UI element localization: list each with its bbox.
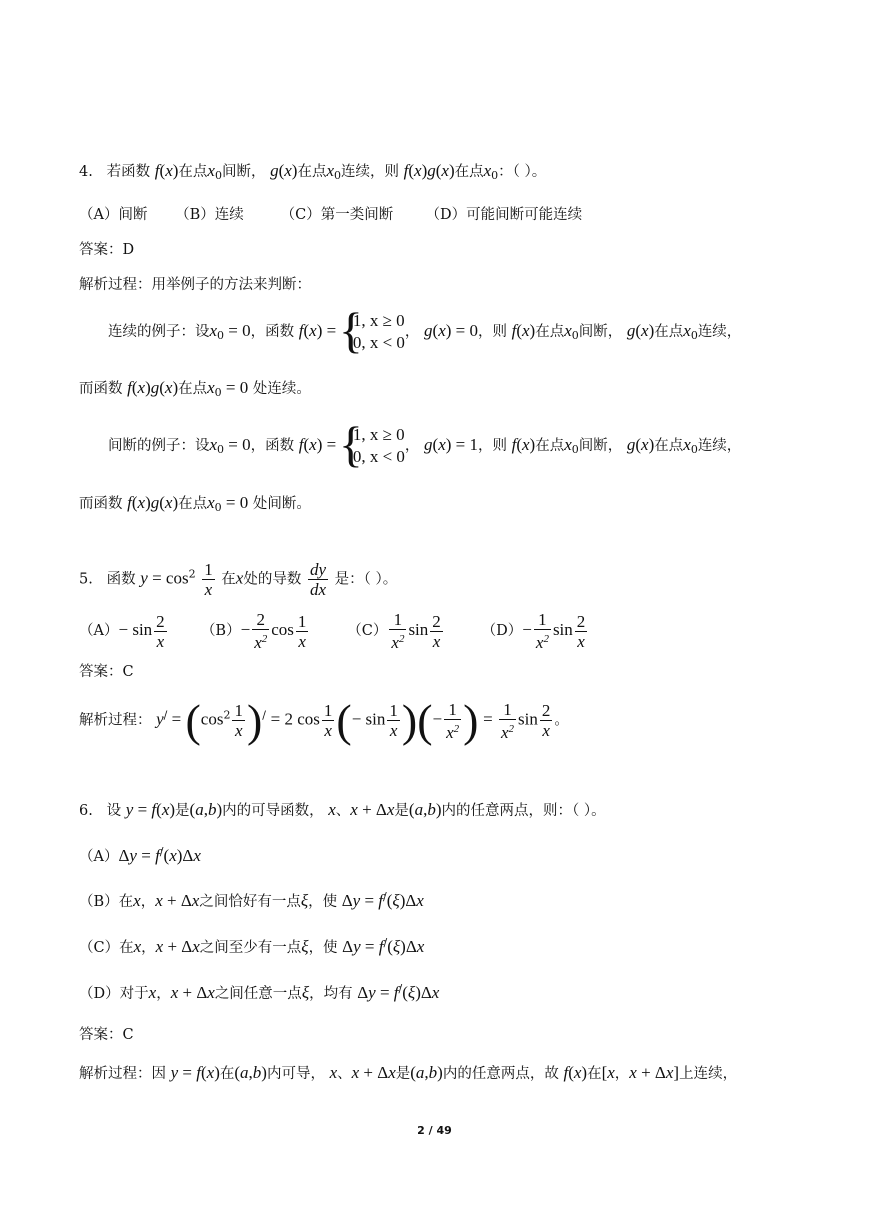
q5-option-c: （C） $\frac{1}{x^2}$ sin $\frac{2}{x}$ bbox=[347, 610, 441, 652]
q6-analysis: 解析过程：因 y = f(x)在(a,b)内可导， x、x + Δx是(a,b)内的任意两点，故 f(x)在[x，x + Δx]上连续， bbox=[79, 1063, 738, 1082]
q5-option-a: （A）− sin $\frac{2}{x}$ bbox=[79, 611, 165, 651]
q5-stem: 5. 函数 $y = \cos^2$ $\frac{1}{x}$ 在x处的导数 $\frac{dy}{dx}$ 是：（ ）。 bbox=[79, 560, 398, 599]
q4-example-continuous: 连续的例子：设$x_0 = 0$，函数 f(x) = { 1, x ≥ 0 0, x < 0 ， g(x) = 0，则 f(x)在点$x_0$间断， g(x)在点$x_0$连续， bbox=[108, 310, 741, 354]
q5-options bbox=[79, 610, 589, 652]
page-number: 2 / 49 bbox=[417, 1124, 452, 1137]
q5-analysis: 解析过程： $y^/ = (\cos^2$ $\frac{1}{x}$ )/ = 2 cos $\frac{1}{x}$ (− sin $\frac{1}{x}$ )(− $\frac{1}{x^2}$ ) = $\frac{1}{x^2}$ sin $\frac{2}{x}$ 。 bbox=[79, 695, 569, 746]
q4-example-continuous-conclusion: 而函数 f(x)g(x)在点$x_0 = 0$ 处连续。 bbox=[79, 378, 311, 399]
q4-option-d: （D）可能间断可能连续 bbox=[425, 207, 583, 223]
q6-answer: 答案：C bbox=[79, 1027, 134, 1043]
q5-option-b: （B）− $\frac{2}{x^2}$ cos $\frac{1}{x}$ bbox=[200, 610, 307, 652]
q6-option-a: （A）Δy = f/(x)Δx bbox=[79, 845, 201, 865]
q4-stem: 4. 若函数 f(x)在点$x_0$间断， g(x)在点$x_0$连续，则 f(x)g(x)在点$x_0$：（ ）。 bbox=[79, 161, 547, 182]
q4-answer: 答案：D bbox=[79, 242, 135, 258]
q4-option-a: （A）间断 bbox=[79, 207, 148, 223]
q4-analysis-intro: 解析过程：用举例子的方法来判断： bbox=[79, 277, 311, 293]
q6-option-b: （B）在x，x + Δx之间恰好有一点ξ，使 Δy = f/(ξ)Δx bbox=[79, 890, 424, 910]
q6-option-c: （C）在x，x + Δx之间至少有一点ξ，使 Δy = f/(ξ)Δx bbox=[79, 936, 425, 956]
q5-answer: 答案：C bbox=[79, 664, 134, 680]
q4-option-c: （C）第一类间断 bbox=[280, 207, 394, 223]
q4-option-b: （B）连续 bbox=[175, 207, 244, 223]
q4-example-discontinuous: 间断的例子：设$x_0 = 0$，函数 f(x) = { 1, x ≥ 0 0, x < 0 ， g(x) = 1，则 f(x)在点$x_0$间断， g(x)在点$x_0$连续， bbox=[108, 424, 741, 468]
q4-example-discontinuous-conclusion: 而函数 f(x)g(x)在点$x_0 = 0$ 处间断。 bbox=[79, 493, 311, 514]
q6-option-d: （D）对于x，x + Δx之间任意一点ξ，均有 Δy = f/(ξ)Δx bbox=[79, 982, 440, 1002]
q6-stem: 6. 设 y = f(x)是(a,b)内的可导函数， x、x + Δx是(a,b)内的任意两点，则：（ ）。 bbox=[79, 800, 606, 819]
q5-option-d: （D）− $\frac{1}{x^2}$ sin $\frac{2}{x}$ bbox=[481, 610, 586, 652]
q4-options bbox=[79, 203, 582, 224]
